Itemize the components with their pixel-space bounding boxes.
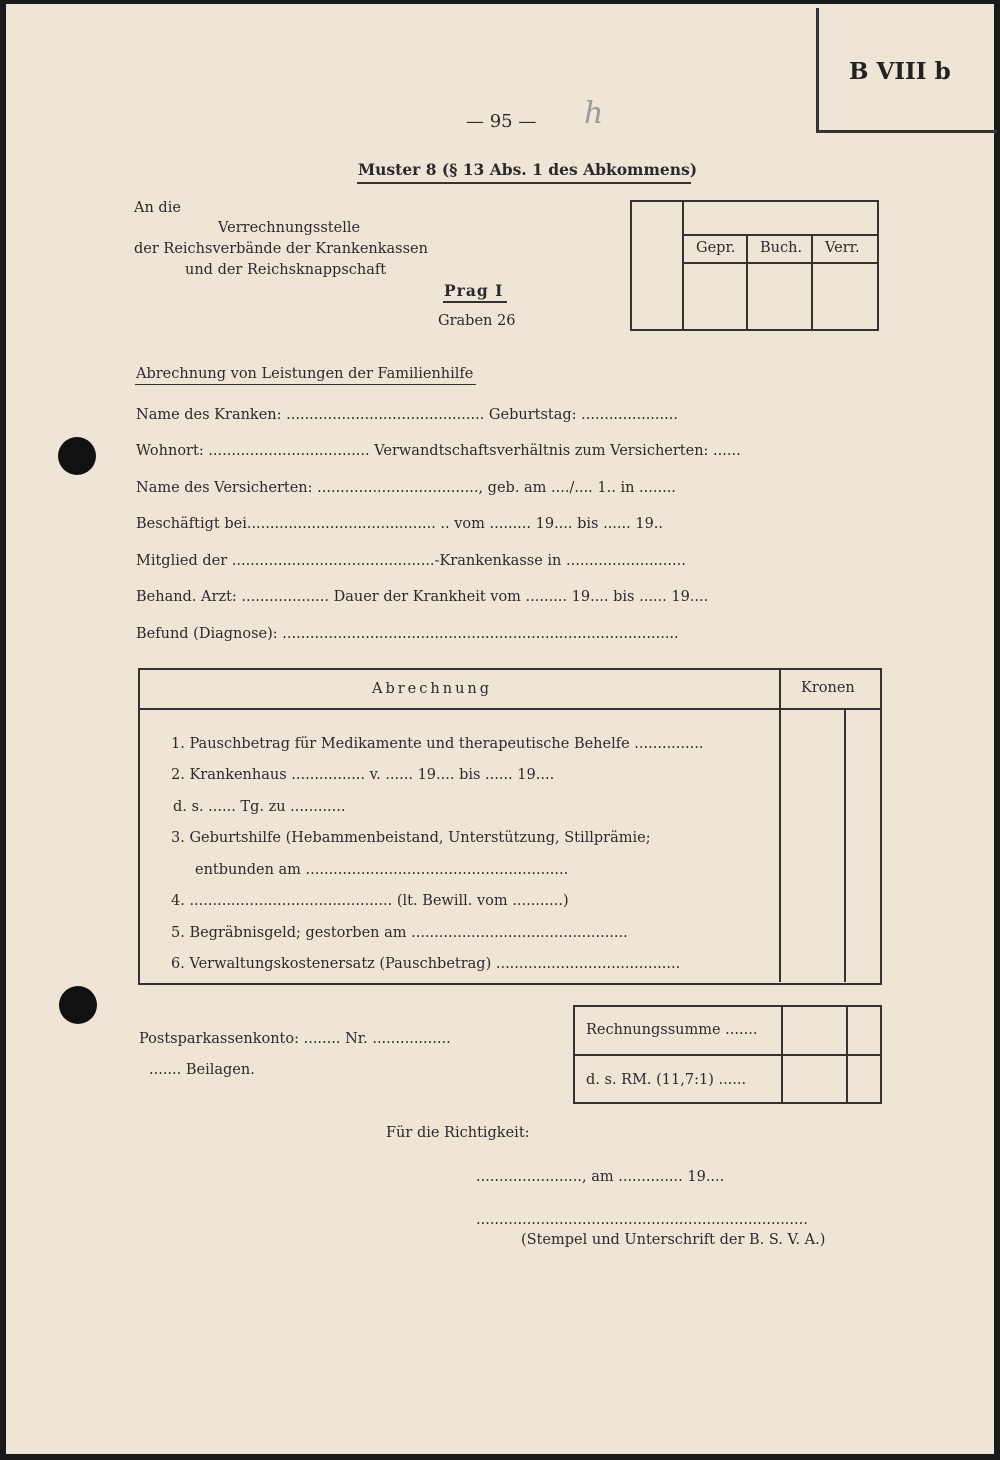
billing-item-4: 4. ............................................ (lt. Bewill. vom ...........) — [171, 893, 569, 909]
billing-amount-divider — [844, 710, 846, 982]
office-box-row-mid — [682, 262, 877, 264]
section-title-underline — [135, 384, 476, 385]
field-mitglied: Mitglied der ............................................-Krankenkasse in .......................... — [136, 553, 686, 569]
billing-currency-divider — [779, 668, 781, 982]
place-date-line: ......................., am .............. 19.... — [476, 1169, 725, 1185]
field-arzt: Behand. Arzt: ................... Dauer der Krankheit vom ......... 19.... bis ...... 19.... — [136, 589, 709, 605]
billing-item-1: 1. Pauschbetrag für Medikamente und therapeutische Behelfe ............... — [171, 736, 704, 752]
address-line-1: An die — [134, 200, 181, 216]
billing-header-currency: Kronen — [801, 680, 855, 696]
punch-hole-top — [58, 437, 96, 475]
address-line-4: und der Reichsknappschaft — [185, 262, 387, 278]
office-col-buch: Buch. — [760, 240, 803, 256]
address-city-underline — [443, 301, 507, 303]
signature-caption: (Stempel und Unterschrift der B. S. V. A.) — [521, 1232, 826, 1248]
billing-item-3: 3. Geburtshilfe (Hebammenbeistand, Unterstützung, Stillprämie; — [171, 830, 651, 846]
office-col-gepr: Gepr. — [696, 240, 736, 256]
billing-item-2-days: d. s. ...... Tg. zu ............ — [173, 799, 346, 815]
billing-header-label: Abrechnung — [372, 681, 493, 697]
address-line-2: Verrechnungsstelle — [218, 220, 361, 236]
document-page — [6, 4, 994, 1454]
signature-line: ........................................................................ — [476, 1212, 808, 1228]
sum-box-row — [573, 1054, 880, 1056]
punch-hole-bottom — [59, 986, 97, 1024]
office-col-verr: Verr. — [825, 240, 860, 256]
field-befund: Befund (Diagnose): ...................................................................................... — [136, 626, 679, 642]
address-city: Prag I — [444, 281, 504, 300]
sum-box-col-1 — [781, 1005, 783, 1102]
beilagen-field: ....... Beilagen. — [149, 1062, 255, 1078]
field-wohnort: Wohnort: ................................... Verwandtschaftsverhältnis zum Versicherten: ...... — [136, 443, 741, 459]
form-title-underline — [357, 182, 691, 184]
field-beschaeftigt: Beschäftigt bei......................................... .. vom ......... 19.... bis ...... 19.. — [136, 516, 664, 532]
postsparkasse-field: Postsparkassenkonto: ........ Nr. ................. — [139, 1031, 451, 1047]
field-name-kranken: Name des Kranken: ........................................... Geburtstag: ..................... — [136, 407, 678, 423]
code-box-label: B VIII b — [849, 58, 951, 85]
form-title: Muster 8 (§ 13 Abs. 1 des Abkommens) — [358, 160, 698, 179]
billing-item-6: 6. Verwaltungskostenersatz (Pauschbetrag) ........................................ — [171, 956, 681, 972]
office-use-box — [630, 200, 879, 331]
code-box — [816, 8, 997, 133]
address-street: Graben 26 — [438, 313, 516, 329]
richtigkeit-label: Für die Richtigkeit: — [386, 1125, 530, 1141]
billing-item-5: 5. Begräbnisgeld; gestorben am ............................................... — [171, 925, 628, 941]
billing-item-2: 2. Krankenhaus ................ v. ...... 19.... bis ...... 19.... — [171, 767, 555, 783]
office-box-col-1 — [746, 234, 748, 329]
section-title: Abrechnung von Leistungen der Familienhilfe — [136, 366, 474, 382]
handwritten-mark: h — [584, 96, 604, 131]
office-box-divider — [682, 200, 684, 329]
rechnungssumme-label: Rechnungssumme ....... — [586, 1022, 758, 1038]
billing-header-rule — [138, 708, 880, 710]
billing-item-3-date: entbunden am ......................................................... — [195, 862, 569, 878]
office-box-row-top — [682, 234, 877, 236]
page-number: — 95 — — [466, 111, 537, 132]
sum-box-col-2 — [846, 1005, 848, 1102]
address-line-3: der Reichsverbände der Krankenkassen — [134, 241, 428, 257]
field-name-versicherten: Name des Versicherten: ..................................., geb. am ..../.... 1.. in ........ — [136, 480, 676, 496]
office-box-col-2 — [811, 234, 813, 329]
ds-rm-label: d. s. RM. (11,7:1) ...... — [586, 1072, 747, 1088]
